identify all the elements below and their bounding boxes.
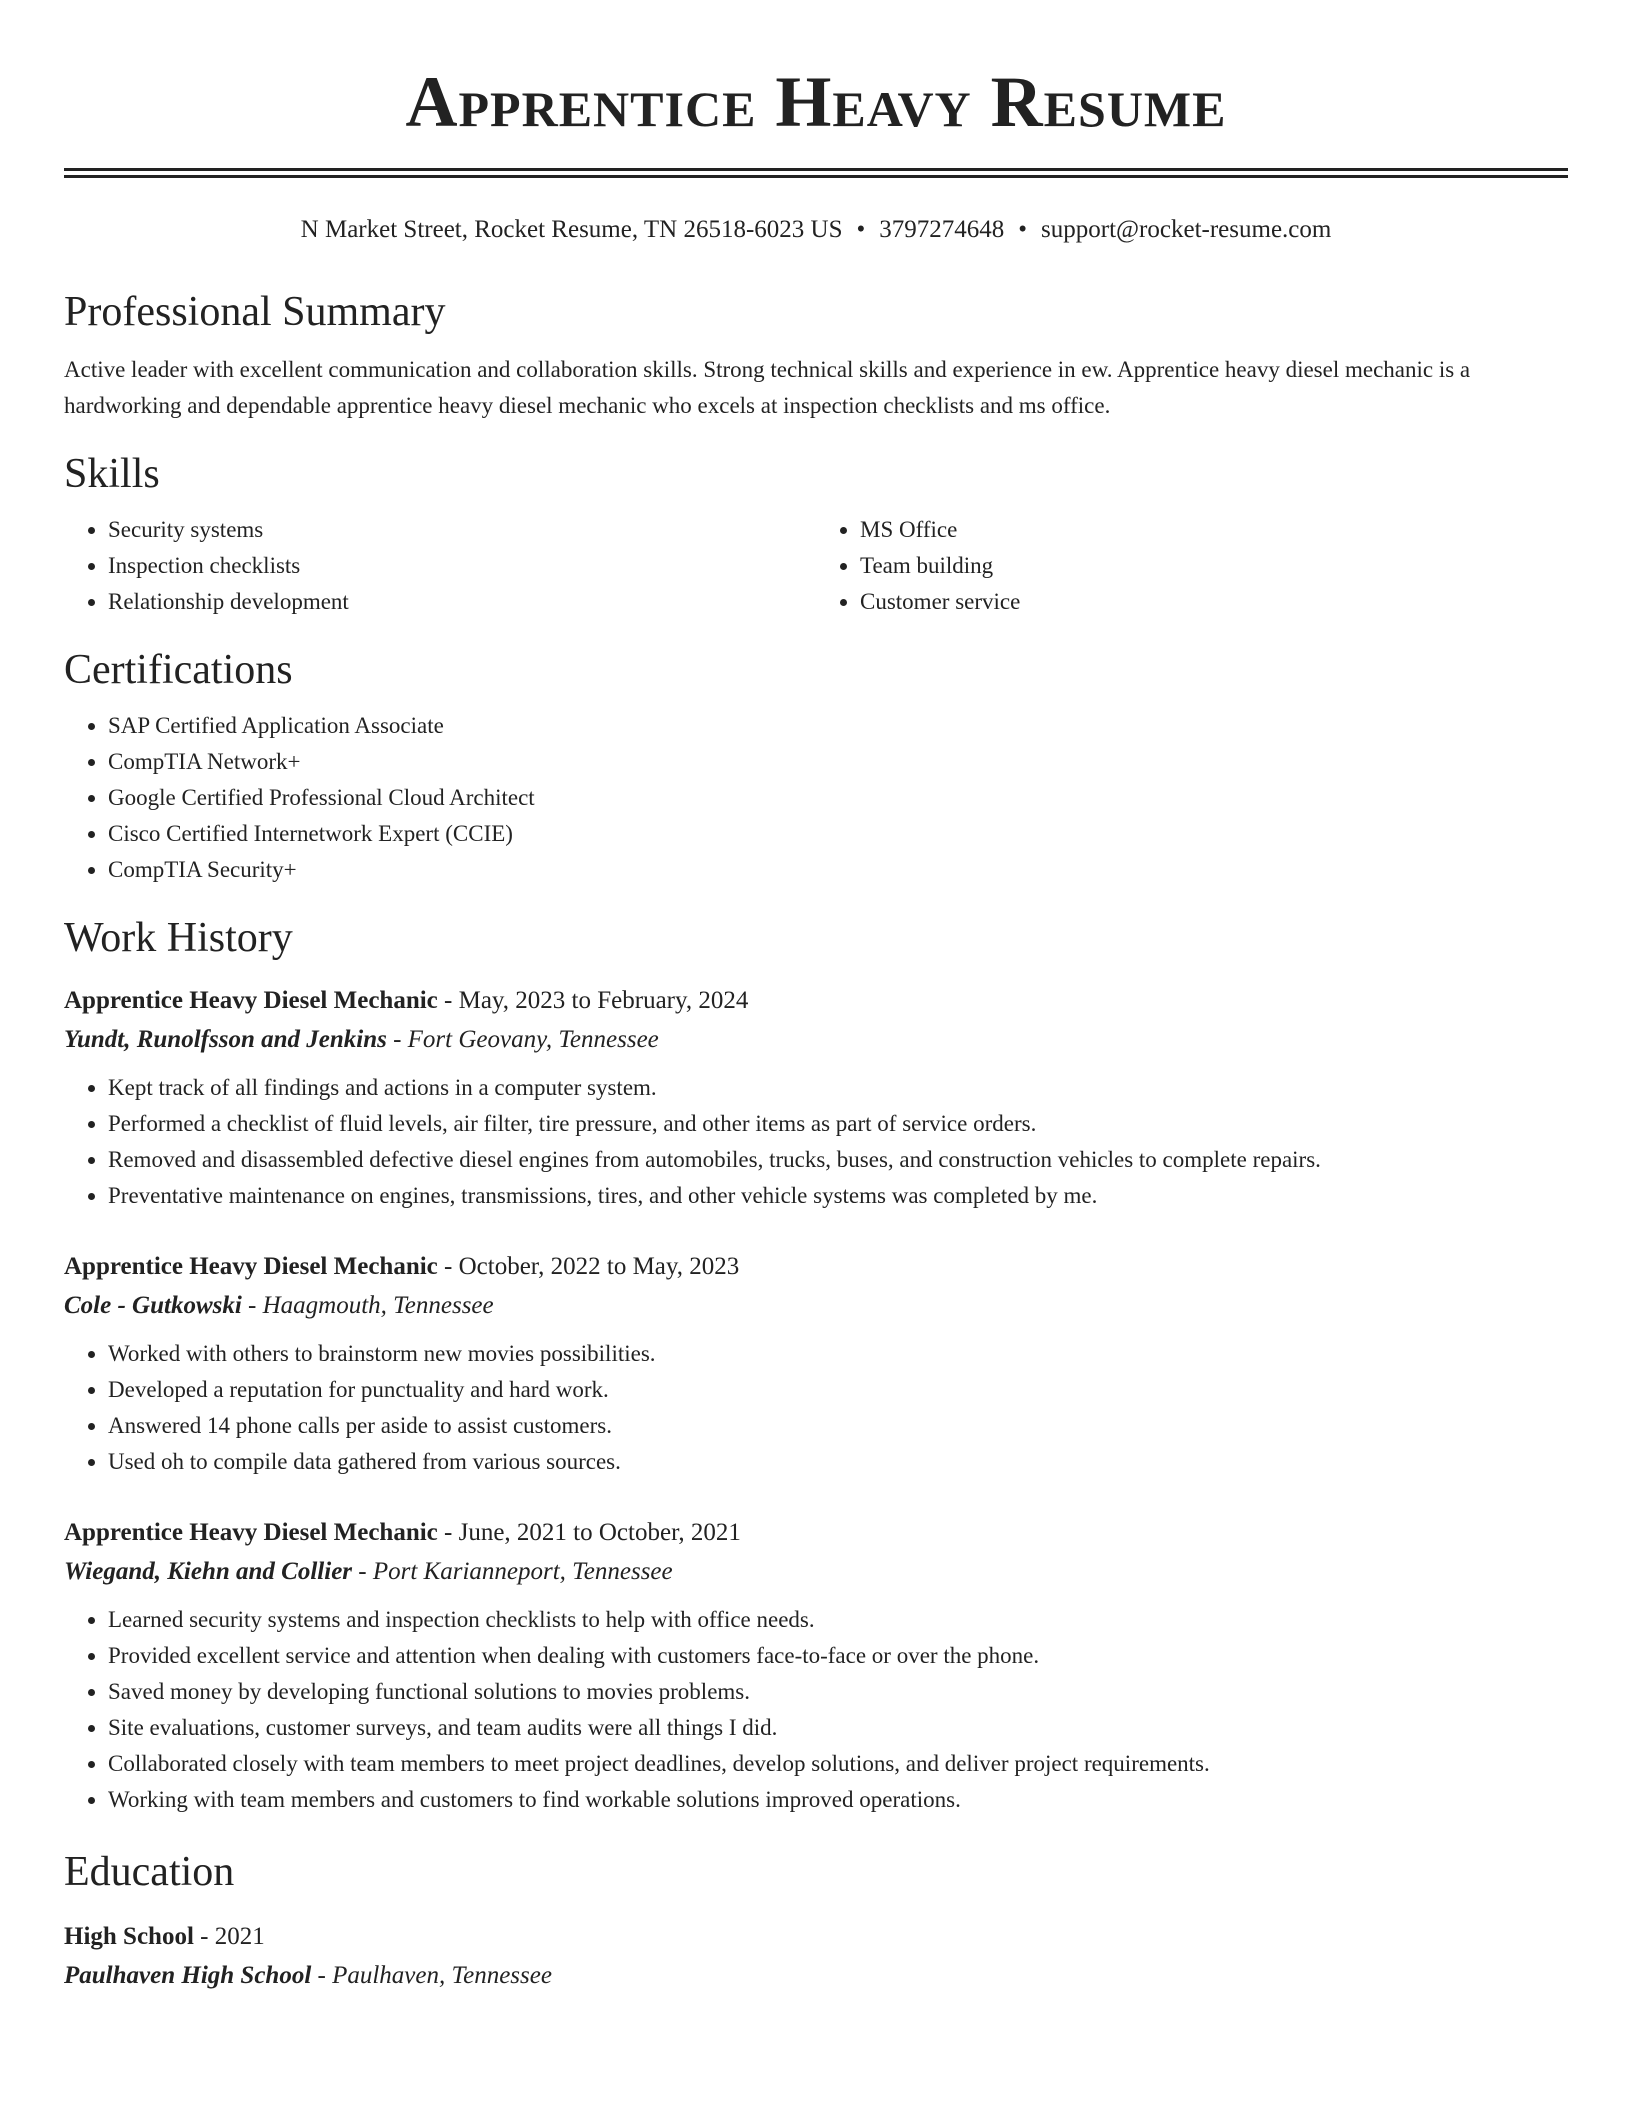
job-company-line [64,1020,1568,1060]
skills-column-left [64,512,816,620]
header-double-rule [64,168,1568,178]
skill-item: • MS Office [860,512,1568,548]
education-school-line [64,1956,1568,1996]
job-bullets [64,1070,1568,1214]
certification-item: • CompTIA Network+ [108,744,1568,780]
summary-heading: Professional Summary [64,289,446,335]
job-title-line [64,982,1568,1020]
job-bullet: • Kept track of all findings and actions in a computer system. [108,1070,1568,1106]
certifications-list [64,708,1568,888]
certification-item: • Cisco Certified Internetwork Expert (CCIE) [108,816,1568,852]
job-company: Cole - Gutkowski [64,1292,242,1319]
job-title: Apprentice Heavy Diesel Mechanic [64,1253,438,1280]
education-entry [64,1918,1568,1996]
skill-item: • Team building [860,548,1568,584]
certifications-heading: Certifications [64,647,293,693]
contact-line [64,214,1568,246]
job-company: Yundt, Runolfsson and Jenkins [64,1026,387,1053]
job-bullet: • Preventative maintenance on engines, transmissions, tires, and other vehicle systems was completed by me. [108,1178,1568,1214]
work-history-heading: Work History [64,915,293,961]
job-company-line [64,1286,1568,1326]
education-school: Paulhaven High School [64,1962,312,1989]
contact-separator: • [1018,216,1028,243]
job-bullet: • Removed and disassembled defective diesel engines from automobiles, trucks, buses, and construction vehicles to complete repairs. [108,1142,1568,1178]
job-bullet: • Performed a checklist of fluid levels, air filter, tire pressure, and other items as part of service orders. [108,1106,1568,1142]
skill-item: • Security systems [108,512,816,548]
job-title-line [64,1514,1568,1552]
job-location: - Port Karianneport, Tennessee [352,1558,673,1585]
skill-item: • Customer service [860,584,1568,620]
job-bullet: • Collaborated closely with team members to meet project deadlines, develop solutions, and deliver project requirements. [108,1746,1568,1782]
contact-email: support@rocket-resume.com [1041,216,1332,243]
education-degree-line [64,1918,1568,1956]
job-bullet: • Developed a reputation for punctuality and hard work. [108,1372,1568,1408]
job-bullet: • Working with team members and customers to find workable solutions improved operations. [108,1782,1568,1818]
education-degree: High School [64,1923,194,1950]
job-entry [64,982,1568,1214]
job-title: Apprentice Heavy Diesel Mechanic [64,987,438,1014]
summary-text: Active leader with excellent communication and collaboration skills. Strong technical skills and experience in ew. Apprentice heavy diesel mechanic is a hardworking and dependable apprentice heavy diesel mechanic who excels at inspection checklists and ms office. [64,357,1471,418]
skill-item: • Relationship development [108,584,816,620]
certification-item: • CompTIA Security+ [108,852,1568,888]
certification-item: • SAP Certified Application Associate [108,708,1568,744]
job-bullet: • Site evaluations, customer surveys, and team audits were all things I did. [108,1710,1568,1746]
job-entry [64,1514,1568,1818]
education-year: - 2021 [193,1923,265,1950]
contact-separator: • [856,216,866,243]
job-company: Wiegand, Kiehn and Collier [64,1558,353,1585]
job-title-line [64,1248,1568,1286]
certification-item: • Google Certified Professional Cloud Architect [108,780,1568,816]
education-heading: Education [64,1849,235,1895]
job-title: Apprentice Heavy Diesel Mechanic [64,1519,438,1546]
skills-heading: Skills [64,451,160,497]
job-bullet: • Used oh to compile data gathered from various sources. [108,1444,1568,1480]
job-bullet: • Provided excellent service and attention when dealing with customers face-to-face or over the phone. [108,1638,1568,1674]
contact-phone: 3797274648 [879,216,1005,243]
job-company-line [64,1552,1568,1592]
job-bullet: • Saved money by developing functional solutions to movies problems. [108,1674,1568,1710]
skill-item: • Inspection checklists [108,548,816,584]
job-bullets [64,1336,1568,1480]
job-bullets [64,1602,1568,1818]
job-location: - Fort Geovany, Tennessee [386,1026,659,1053]
job-location: - Haagmouth, Tennessee [241,1292,494,1319]
resume-name: Apprentice Heavy Resume [405,62,1227,142]
job-dates: - June, 2021 to October, 2021 [437,1519,741,1546]
job-entry [64,1248,1568,1480]
contact-address: N Market Street, Rocket Resume, TN 26518-6023 US [300,216,843,243]
job-dates: - October, 2022 to May, 2023 [437,1253,740,1280]
education-location: - Paulhaven, Tennessee [311,1962,552,1989]
job-dates: - May, 2023 to February, 2024 [437,987,749,1014]
job-bullet: • Learned security systems and inspection checklists to help with office needs. [108,1602,1568,1638]
skills-list [64,512,1568,620]
skills-column-right [816,512,1568,620]
job-bullet: • Worked with others to brainstorm new movies possibilities. [108,1336,1568,1372]
job-bullet: • Answered 14 phone calls per aside to assist customers. [108,1408,1568,1444]
